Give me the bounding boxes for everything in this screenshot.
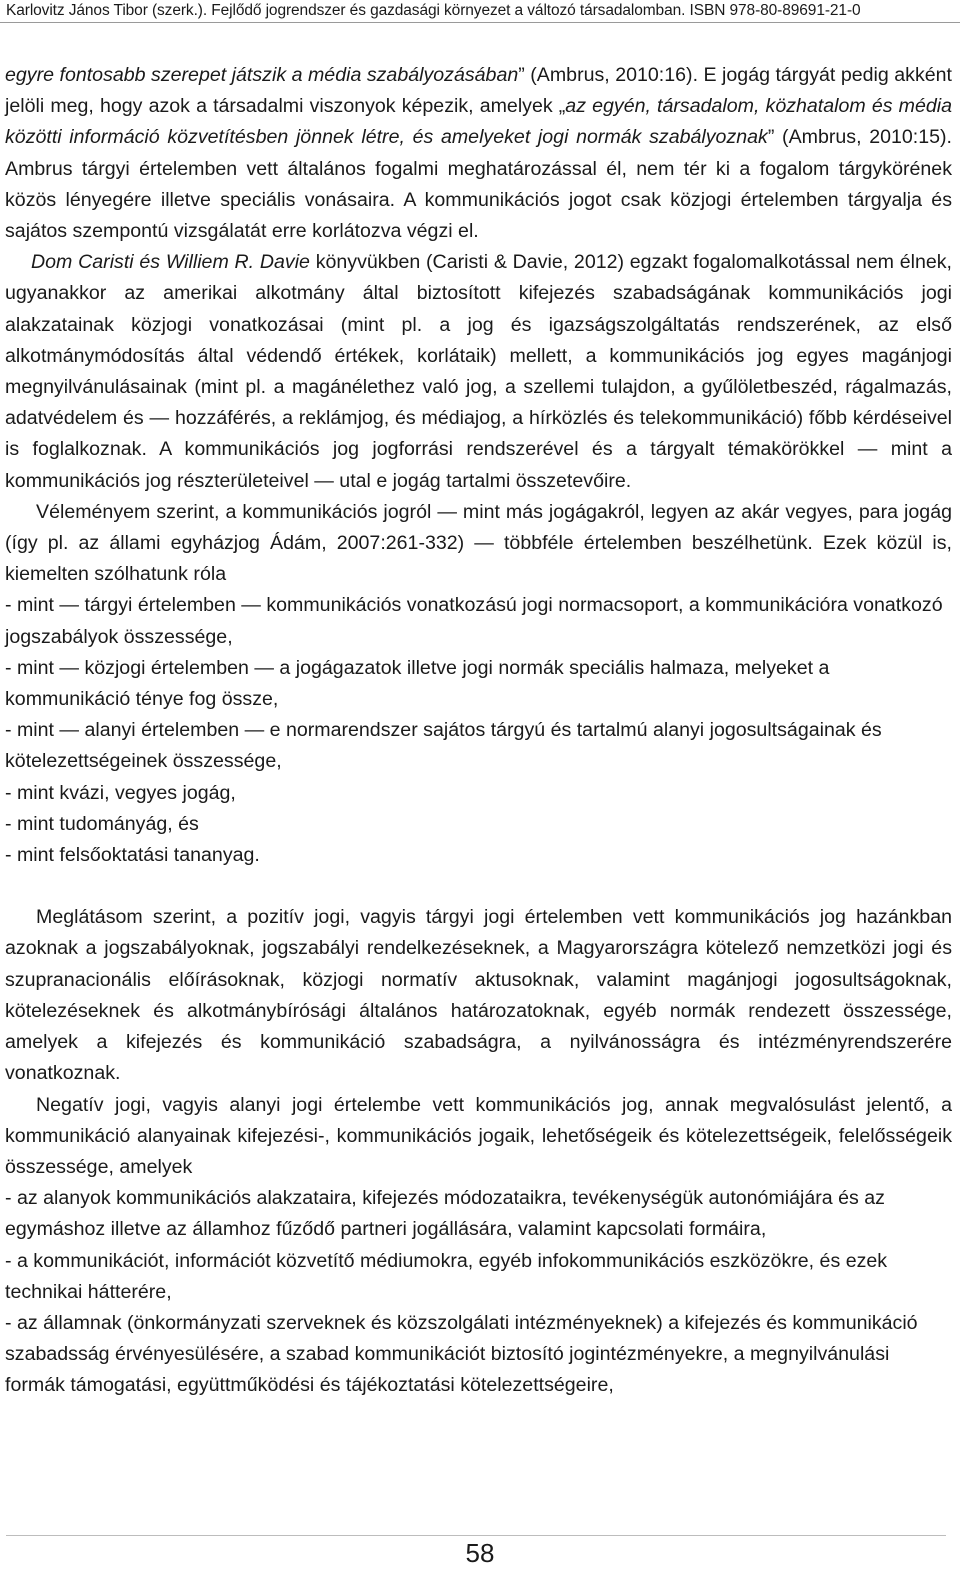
header-divider (0, 22, 960, 23)
paragraph-ambrus (5, 60, 952, 247)
quote-italic: egyre fontosabb szerepet játszik a média szabályozásában (5, 64, 519, 86)
author-names-italic: Dom Caristi és Williem R. Davie (31, 251, 310, 274)
list-item: - mint — alanyi értelemben — e normarendszer sajátos tárgyú és tartalmú alanyi jogosultságainak és kötelezettségeinek összessége, (5, 719, 882, 773)
paragraph-opinion: Véleményem szerint, a kommunikációs jogról — mint más jogágakról, legyen az akár vegyes, para jogág (így pl. az állami egyházjog Ádám, 2007:261-332) — többféle értelemben beszélhetünk. Ezek közül is, kiemelten szólhatunk róla (5, 500, 952, 586)
list-item: - mint — közjogi értelemben — a jogágazatok illetve jogi normák speciális halmaza, melyeket a kommunikáció ténye fog össze, (5, 656, 830, 711)
paragraph-negative-law: Negatív jogi, vagyis alanyi jogi értelembe vett kommunikációs jog, annak megvalósulást jelentő, a kommunikáció alanyainak kifejezési-, kommunikációs jogaik, lehetőségeik és kötelezettségeik, felelősségeik összessége, amelyek (5, 1093, 952, 1178)
footer-divider (6, 1535, 946, 1536)
list-item: - az alanyok kommunikációs alakzataira, kifejezés módozataikra, tevékenységük autonómiájára és az egymáshoz illetve az államhoz fűződő partneri jogállására, valamint kapcsolati formáira, (5, 1187, 885, 1241)
quote-italic: az egyén, társadalom, közhatalom és média közötti információ közvetítésben jönnek létre, és amelyeket jogi normák szabályoznak (5, 95, 952, 149)
paragraph-caristi-davie (5, 247, 952, 497)
meanings-list (5, 590, 952, 871)
running-header (0, 0, 960, 22)
list-item: - mint felsőoktatási tananyag. (5, 844, 260, 867)
paragraph-spacer (5, 871, 952, 902)
paragraph-text: ” (Ambrus, 2010:15). Ambrus tárgyi értelemben vett általános fogalmi meghatározással él, nem tér ki a fogalom tárgykörének közös lényegére illetve speciális vonásaira. A kommunikációs jogot csak közjogi értelemben tárgyalja és sajátos szempontú vizsgálatát erre korlátozva végzi el. (5, 126, 952, 243)
list-item: - a kommunikációt, információt közvetítő médiumokra, egyéb infokommunikációs eszközökre, és ezek technikai hátterére, (5, 1249, 888, 1303)
paragraph-text: ” (Ambrus, 2010:16). E jogág tárgyát pedig akként jelöli meg, hogy azok a társadalmi viszonyok képezik, amelyek „ (5, 64, 953, 118)
list-item: - az államnak (önkormányzati szerveknek és közszolgálati intézményeknek) a kifejezés és kommunikáció szabadsság érvényesülésére, a szabad kommunikációt biztosító jogintézményekre, a megnyilvánulási formák támogatási, együttműködési és tájékoztatási kötelezettségeire, (5, 1311, 918, 1397)
paragraph-text: könyvükben (Caristi & Davie, 2012) egzakt fogalomalkotással nem élnek, ugyanakkor az amerikai alkotmány által biztosított kifejezés szabadságának kommunikációs jogi alakzatainak közjogi vonatkozásai (mint pl. a jog és igazságszolgáltatás rendszerének, az első alkotmánymódosítás által védendő értékek, korlátaik) mellett, a kommunikációs jog egyes magánjogi megnyilvánulásainak (mint pl. a magánélethez való jog, a szellemi tulajdon, a gyűlöletbeszéd, rágalmazás, adatvédelem és — hozzáférés, a reklámjog, és médiajog, a hírközlés és telekommunikáció) főbb kérdéseivel is foglalkoznak. A kommunikációs jog jogforrási rendszerével és a tárgyalt témakörökkel — mint a kommunikációs jog részterületeivel — utal e jogág tartalmi összetevőire. (5, 251, 952, 492)
page-number: 58 (465, 1538, 495, 1568)
list-item: - mint — tárgyi értelemben — kommunikációs vonatkozású jogi normacsoport, a kommunikációra vonatkozó jogszabályok összessége, (5, 594, 943, 648)
list-item: - mint kvázi, vegyes jogág, (5, 781, 236, 804)
paragraph-positive-law: Meglátásom szerint, a pozitív jogi, vagyis tárgyi jogi értelemben vett kommunikációs jog hazánkban azoknak a jogszabályoknak, jogszabályi rendelkezéseknek, a Magyarországra kötelező nemzetközi jogi és szupranacionális előírásoknak, közjogi normatív aktusoknak, valamint magánjogi jogosultságoknak, kötelezéseknek és alkotmánybírósági általános határozatoknak, egyéb normák rendezett összessége, amelyek a kifejezés és kommunikáció szabadságra, a nyilvánosságra és intézményrendszerére vonatkoznak. (5, 906, 952, 1085)
header-title: Karlovitz János Tibor (szerk.). Fejlődő jogrendszer és gazdasági környezet a változó társadalomban. ISBN 978-80-89691-21-0 (6, 2, 861, 19)
list-item: - mint tudományág, és (5, 812, 199, 835)
obligations-list (5, 1183, 952, 1401)
document-body (5, 60, 952, 1402)
